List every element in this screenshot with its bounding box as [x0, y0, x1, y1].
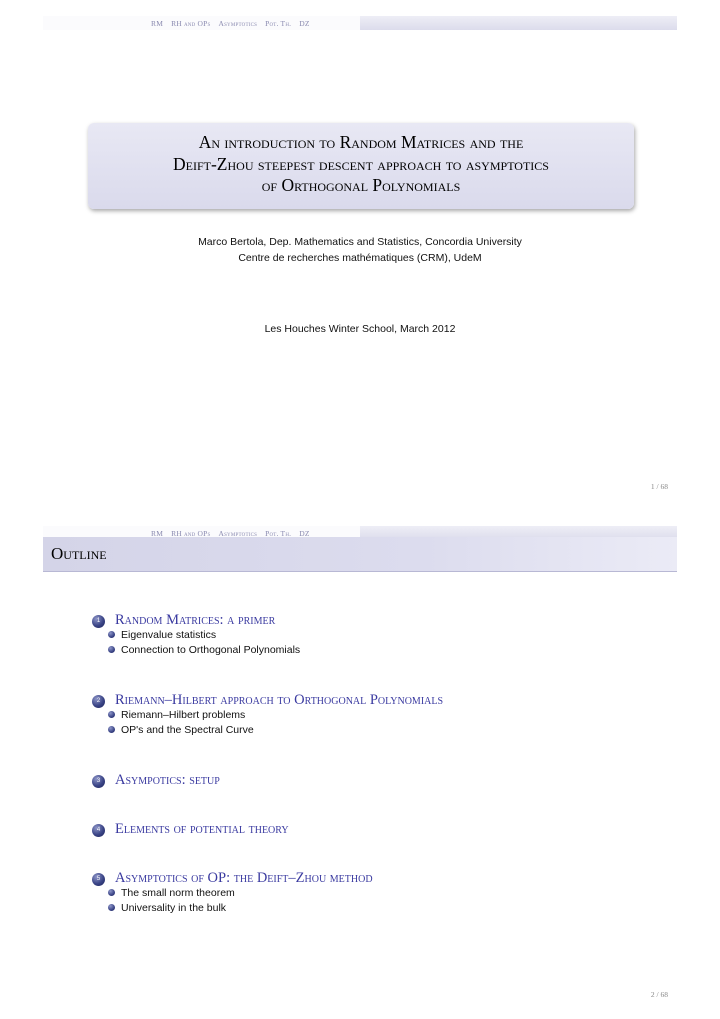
bullet-ball-icon	[108, 889, 115, 896]
page-number: 1 / 68	[650, 482, 668, 491]
section-title[interactable]: Random Matrices: a primer	[115, 612, 276, 628]
section-number-ball-icon: 3	[92, 775, 105, 788]
section-title[interactable]: Elements of potential theory	[115, 821, 289, 837]
event-date: Les Houches Winter School, March 2012	[264, 323, 456, 335]
subsection-label: Riemann–Hilbert problems	[121, 709, 246, 721]
subsection-label: Eigenvalue statistics	[121, 629, 217, 641]
outline-slide	[0, 510, 720, 1019]
section-title[interactable]: Riemann–Hilbert approach to Orthogonal Polynomials	[115, 692, 444, 708]
navigation-bar	[43, 16, 677, 30]
nav-link-pot-th[interactable]: Pot. Th.	[265, 18, 292, 28]
nav-link-asymptotics[interactable]: Asymptotics	[218, 18, 258, 28]
subsection-item[interactable]	[108, 709, 245, 721]
nav-link-rm[interactable]: RM	[151, 528, 164, 538]
title-slide	[0, 0, 720, 509]
section-number-ball-icon: 2	[92, 695, 105, 708]
subsection-label: Universality in the bulk	[121, 902, 227, 914]
subsection-item[interactable]	[108, 644, 300, 656]
bullet-ball-icon	[108, 646, 115, 653]
page-number: 2 / 68	[650, 990, 668, 999]
nav-link-rm[interactable]: RM	[151, 18, 164, 28]
subsection-item[interactable]	[108, 887, 235, 899]
title-line: of Orthogonal Polynomials	[261, 175, 461, 195]
subsection-item[interactable]	[108, 724, 254, 736]
subsection-item[interactable]	[108, 629, 216, 641]
nav-link-dz[interactable]: DZ	[299, 18, 310, 28]
section-number-ball-icon: 1	[92, 615, 105, 628]
section-title[interactable]: Asympotics: setup	[115, 772, 220, 788]
bullet-ball-icon	[108, 631, 115, 638]
nav-link-dz[interactable]: DZ	[299, 528, 310, 538]
nav-link-rh-ops[interactable]: RH and OPs	[171, 18, 211, 28]
bullet-ball-icon	[108, 711, 115, 718]
subsection-item[interactable]	[108, 902, 226, 914]
nav-link-rh-ops[interactable]: RH and OPs	[171, 528, 211, 538]
section-number-ball-icon: 4	[92, 824, 105, 837]
section-title[interactable]: Asymptotics of OP: the Deift–Zhou method	[115, 870, 373, 886]
bullet-ball-icon	[108, 726, 115, 733]
title-line: An introduction to Random Matrices and the	[198, 132, 524, 152]
subsection-label: OP's and the Spectral Curve	[121, 724, 254, 736]
title-line: Deift-Zhou steepest descent approach to asymptotics	[173, 153, 549, 174]
institute: Centre de recherches mathématiques (CRM), UdeM	[238, 252, 482, 264]
subsection-label: Connection to Orthogonal Polynomials	[121, 644, 301, 656]
presentation-title-box	[88, 123, 634, 209]
section-number-ball-icon: 5	[92, 873, 105, 886]
frame-title-bar	[43, 537, 677, 572]
nav-link-asymptotics[interactable]: Asymptotics	[218, 528, 258, 538]
bullet-ball-icon	[108, 904, 115, 911]
author-affiliation: Marco Bertola, Dep. Mathematics and Statistics, Concordia University	[198, 236, 522, 248]
frame-title: Outline	[51, 544, 107, 563]
subsection-label: The small norm theorem	[121, 887, 235, 899]
nav-link-pot-th[interactable]: Pot. Th.	[265, 528, 292, 538]
